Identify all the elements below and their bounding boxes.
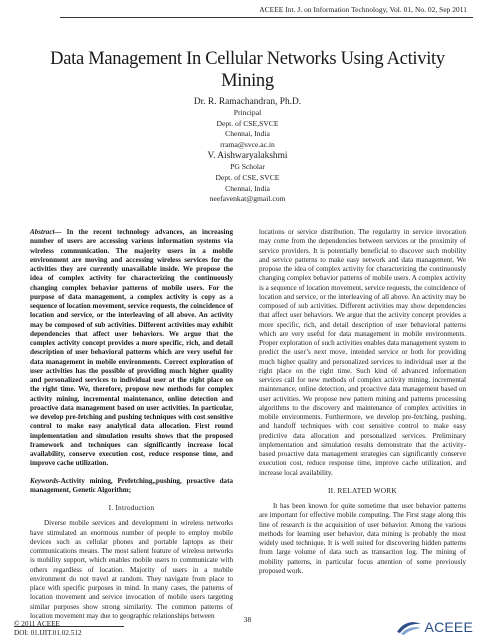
abstract-text: In the recent technology advances, an increasing number of users are accessing various information systems via wireless communication. The majority users in a mobile environment are moving and accessing wireless services for the activities they are currently unavailable inside. We propose the idea of complex activity for characterizing the continuously changing complex behavior patterns of mobile users. For the purpose of data management, a complex activity is copy as a sequence of location movement, service requests, the coincidence of location and service, or the interleaving of all above. An activity may be composed of sub activities. Different activities may exhibit dependencies that affect user behaviors. We argue that the complex activity concept provides a more specific, rich, and detail description of user behavioral patterns which are very useful for data management in mobile environments. Correct exploration of user activities has the possible of providing much higher quality and personalized services to individual user at the right place on the right time. We, therefore, propose new methods for complex activity mining, incremental maintenance, online detection and proactive data management based on user activities. In particular, we develop pre-fetching and pushing techniques with cost sensitive control to make easy analytical data allocation. First round implementation and simulation results shows that the proposed framework and techniques can significantly increase local availability, conserve execution cost, reduce response time, and improve cache utilization. <box>30 228 233 468</box>
publisher-logo <box>395 617 473 637</box>
author-email: rrama@svce.ac.in <box>220 139 275 149</box>
copyright: © 2011 ACEEE <box>14 620 60 628</box>
spacer <box>30 469 233 477</box>
header-divider <box>60 17 473 18</box>
page-number: 38 <box>243 615 252 624</box>
author-location: Chennai, India <box>225 129 270 139</box>
introduction-paragraph: Diverse mobile services and development in wireless networks have stimulated an enormous number of people to employ mobile devices such as cellular phones and portable laptops as their communications means. The most salient feature of wireless networks is mobility support, which enables mobile users to communicate with others regardless of location. Majority of users in a mobile environment do not travel at random. They navigate from place to place with specific purposes in mind. In many cases, the patterns of location movement and service invocation of mobile users targeting similar purposes show strong similarity. The common patterns of location movement may due to geographic relationships between <box>30 519 233 620</box>
keywords <box>30 477 233 496</box>
author-title: Principal <box>233 108 262 117</box>
author-location: Chennai, India <box>225 183 270 193</box>
doi: DOI: 01.IJIT.01.02.512 <box>14 629 82 637</box>
author-department: Dept. of CSE, SVCE <box>215 172 280 182</box>
related-work-paragraph: It has been known for quite sometime that user behavior patterns are important for effective mobile computing. The First stage along this line of research is the acquisition of user behavior. Among the various methods for learning user behavior, data mining is probably the most widely used technique. It is well suited for discovering hidden patterns from large volume of data such as transaction log. The mining of mobility patterns, in particular focus attention of some previously proposed work. <box>259 502 466 575</box>
aceee-swoosh-icon <box>395 618 423 636</box>
author-name: Dr. R. Ramachandran, Ph.D. <box>193 97 302 107</box>
abstract-label: Abstract— <box>30 228 62 236</box>
keywords-label: Keywords- <box>30 476 61 485</box>
author-title: PG Scholar <box>230 162 265 172</box>
author-block <box>0 96 495 205</box>
journal-header: ACEEE Int. J. on Information Technology, Vol. 01, No. 02, Sep 2011 <box>259 5 467 14</box>
section-heading-related-work: II. RELATED WORK <box>328 485 397 495</box>
abstract <box>30 228 233 469</box>
left-column <box>30 228 233 621</box>
body-paragraph: locations or service distribution. The regularity in service invocation may come from the dependencies between services or the proximity of service providers. It is potentially beneficial to discover such mobility and service patterns to make easy network and data management. We propose the idea of complex activity for characterizing the continuously changing complex behavior patterns of mobile users. A complex activity is a sequence of location movement, service requests, the coincidence of location and service, or the interleaving of all above. An activity may be composed of sub activities. Different activities may show dependencies that affect user behaviors. We argue that the activity concept provides a more specific, rich, and detail description of user behavioral patterns which are very useful for data management in mobile environments. Proper exploration of such activities enables data management system to predict the user’s next move, intended service or both for providing much higher quality and personalized services to individual user at the right place on the right time. Such kind of advanced information services call for new methods of complex activity mining, incremental maintenance, online detection, and proactive data management based on user activities. We propose new pattern mining and patterns processing algorithms to the discovery and maintenance of complex activities in mobile environments. Furthermore, we develop pre-fetching, pushing, and handoff techniques with cost sensitive control to make easy predictive data allocation and personalized services. Preliminary implementation and simulation results demonstrate that the activity-based proactive data management strategies can significantly conserve execution cost, reduce response time, improve cache utilization, and increase local availability. <box>259 228 466 477</box>
paper-title: Data Management In Cellular Networks Using Activity Mining <box>50 49 445 91</box>
author-department: Dept. of CSE,SVCE <box>216 118 279 128</box>
author-email: neefavenkat@gmail.com <box>209 194 286 204</box>
author-name: V. Aishwaryalakshmi <box>207 151 288 162</box>
right-column <box>259 228 466 576</box>
section-heading-introduction: I. Introduction <box>108 503 155 512</box>
logo-text: ACEEE <box>424 619 473 635</box>
keywords-text: Activity mining, Prefetching,,pushing, proactive data management, Genetic Algorithm; <box>30 476 233 494</box>
